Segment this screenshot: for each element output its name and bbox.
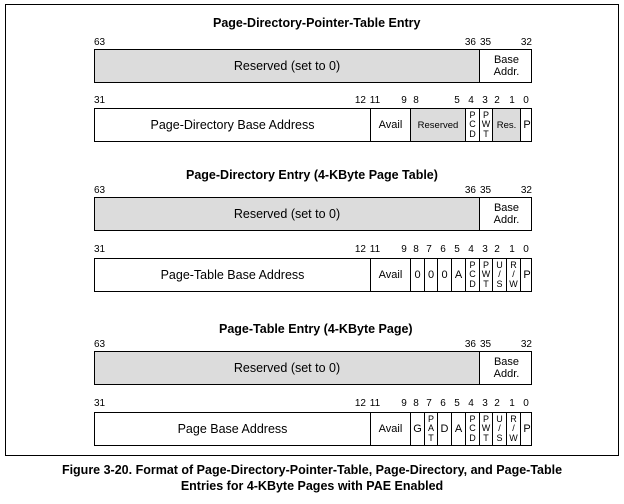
bit-number: 5	[454, 244, 460, 255]
field-r-w	[506, 413, 520, 445]
bit-number: 31	[94, 398, 106, 409]
field-label	[509, 415, 518, 444]
field-label: Page-Table Base Address	[160, 267, 305, 282]
bit-number: 63	[94, 339, 106, 350]
bit-number: 63	[94, 37, 106, 48]
field-label: 0	[427, 268, 435, 281]
field-label-char: W	[509, 278, 518, 289]
field-label-char: D	[469, 128, 476, 139]
field-label-char: /	[498, 269, 501, 280]
bit-number: 12	[354, 95, 366, 106]
field-label: Res.	[496, 119, 517, 131]
bit-number: 2	[494, 95, 500, 106]
bit-number: 1	[509, 244, 515, 255]
field-label-char: T	[428, 432, 434, 443]
field-d	[437, 413, 451, 445]
bit-number: 12	[354, 244, 366, 255]
section-title: Page-Table Entry (4-KByte Page)	[219, 322, 413, 336]
bit-number: 5	[454, 398, 460, 409]
field-avail	[370, 109, 410, 141]
field-p-c-d	[465, 259, 479, 291]
field-label	[494, 356, 520, 380]
bit-number: 36	[464, 339, 476, 350]
bit-number: 3	[482, 244, 488, 255]
field-label-char: T	[483, 278, 489, 289]
field-label	[469, 415, 476, 444]
field-reserved	[410, 109, 465, 141]
field-label-char: P	[469, 413, 476, 424]
field-label-line: Base	[493, 54, 520, 66]
bit-number: 32	[520, 339, 532, 350]
field-label: Avail	[378, 118, 403, 131]
field-0	[424, 259, 437, 291]
bit-number: 0	[523, 95, 529, 106]
field-label-char: U	[496, 259, 503, 270]
bit-number: 2	[494, 244, 500, 255]
field-p-w-t	[479, 109, 492, 141]
bit-number: 35	[480, 37, 492, 48]
field-avail	[370, 259, 410, 291]
bit-number: 36	[464, 37, 476, 48]
field-label-char: D	[469, 278, 476, 289]
field-label-char: C	[469, 119, 476, 130]
field-label-char: W	[481, 269, 491, 280]
entry-lower-dword	[94, 412, 532, 446]
field-p-a-t	[424, 413, 437, 445]
field-res	[492, 109, 520, 141]
bit-number: 5	[454, 95, 460, 106]
field-label: Reserved (set to 0)	[233, 206, 341, 221]
bit-number: 0	[523, 398, 529, 409]
field-label-char: W	[481, 423, 491, 434]
field-label: A	[454, 422, 463, 435]
field-label: Avail	[378, 422, 403, 435]
bit-number: 31	[94, 244, 106, 255]
bit-number: 36	[464, 185, 476, 196]
field-p-c-d	[465, 109, 479, 141]
field-label-char: /	[498, 423, 501, 434]
entry-upper-dword	[94, 197, 532, 231]
bit-number: 4	[468, 398, 474, 409]
field-label: A	[454, 268, 463, 281]
field-label-line: Addr.	[493, 368, 520, 380]
field-label-char: D	[469, 432, 476, 443]
bit-number: 11	[369, 244, 381, 255]
field-label-char: P	[469, 259, 476, 270]
field-g	[410, 413, 424, 445]
field-label-char: P	[427, 413, 434, 424]
field-label-line: Addr.	[493, 214, 520, 226]
bit-number: 6	[440, 244, 446, 255]
field-base-addr	[479, 198, 533, 230]
field-reserved-set-to-0	[95, 352, 479, 384]
field-label-line: Base	[493, 202, 520, 214]
bit-number: 3	[482, 398, 488, 409]
field-a	[451, 259, 465, 291]
field-label: Page-Directory Base Address	[150, 117, 315, 132]
field-label-char: S	[496, 278, 503, 289]
field-label-char: C	[469, 423, 476, 434]
field-label	[428, 415, 434, 444]
field-label: Page Base Address	[177, 421, 288, 436]
bit-number: 7	[426, 398, 432, 409]
bit-number: 8	[413, 95, 419, 106]
entry-lower-dword	[94, 108, 532, 142]
bit-number: 9	[401, 398, 407, 409]
bit-number: 31	[94, 95, 106, 106]
bit-number: 11	[369, 398, 381, 409]
bit-number: 3	[482, 95, 488, 106]
field-label	[494, 54, 520, 78]
field-label-char: P	[482, 413, 489, 424]
bit-number: 35	[480, 185, 492, 196]
field-label-line: Base	[493, 356, 520, 368]
bit-number: 7	[426, 244, 432, 255]
bit-number: 1	[509, 398, 515, 409]
field-label: Reserved (set to 0)	[233, 58, 341, 73]
field-p-w-t	[479, 259, 492, 291]
field-p	[520, 259, 533, 291]
field-u-s	[492, 259, 506, 291]
entry-lower-dword	[94, 258, 532, 292]
bit-number: 0	[523, 244, 529, 255]
field-label: Reserved	[417, 119, 459, 131]
bit-number: 11	[369, 95, 381, 106]
field-p-c-d	[465, 413, 479, 445]
field-label: Reserved (set to 0)	[233, 360, 341, 375]
bit-number: 1	[509, 95, 515, 106]
field-label: G	[413, 422, 422, 435]
field-p	[520, 109, 533, 141]
caption-line-2: Entries for 4-KByte Pages with PAE Enabled	[180, 479, 444, 493]
field-label-char: W	[481, 119, 491, 130]
field-label	[496, 261, 503, 290]
field-label-char: R	[510, 413, 517, 424]
bit-number: 12	[354, 398, 366, 409]
field-label: P	[523, 118, 531, 131]
field-p	[520, 413, 533, 445]
bit-number: 35	[480, 339, 492, 350]
field-label-char: S	[496, 432, 503, 443]
field-label-char: W	[509, 432, 518, 443]
field-r-w	[506, 259, 520, 291]
field-label	[482, 415, 491, 444]
field-label-line: Addr.	[493, 66, 520, 78]
field-label-char: /	[512, 423, 515, 434]
field-label: D	[440, 422, 449, 435]
field-label	[494, 202, 520, 226]
field-label-char: C	[469, 269, 476, 280]
field-a	[451, 413, 465, 445]
field-label: 0	[441, 268, 448, 281]
bit-number: 6	[440, 398, 446, 409]
entry-upper-dword	[94, 49, 532, 83]
field-p-w-t	[479, 413, 492, 445]
caption-line-1: Figure 3-20. Format of Page-Directory-Pointer-Table, Page-Directory, and Page-Table	[61, 463, 563, 477]
bit-number: 9	[401, 244, 407, 255]
field-label-char: U	[496, 413, 503, 424]
field-base-addr	[479, 50, 533, 82]
field-label: P	[523, 268, 531, 281]
field-label	[482, 111, 491, 140]
field-label	[469, 111, 476, 140]
section-title: Page-Directory-Pointer-Table Entry	[213, 16, 421, 30]
field-page-directory-base-address	[95, 109, 370, 141]
field-label	[469, 261, 476, 290]
field-page-table-base-address	[95, 259, 370, 291]
field-label	[482, 261, 491, 290]
bit-number: 4	[468, 244, 474, 255]
field-u-s	[492, 413, 506, 445]
entry-upper-dword	[94, 351, 532, 385]
field-label-char: P	[482, 259, 489, 270]
field-label	[509, 261, 518, 290]
field-label: Avail	[378, 268, 403, 281]
field-0	[410, 259, 424, 291]
bit-number: 9	[401, 95, 407, 106]
field-label-char: T	[483, 432, 489, 443]
field-label: P	[523, 422, 531, 435]
field-reserved-set-to-0	[95, 50, 479, 82]
field-label-char: A	[427, 423, 434, 434]
field-base-addr	[479, 352, 533, 384]
field-label-char: T	[483, 128, 489, 139]
bit-number: 2	[494, 398, 500, 409]
field-0	[437, 259, 451, 291]
field-page-base-address	[95, 413, 370, 445]
figure-caption	[0, 462, 624, 494]
field-avail	[370, 413, 410, 445]
field-label-char: P	[469, 109, 476, 120]
bit-number: 63	[94, 185, 106, 196]
field-label	[496, 415, 503, 444]
field-label: 0	[414, 268, 421, 281]
field-label-char: /	[512, 269, 515, 280]
field-label-char: R	[510, 259, 517, 270]
field-label-char: P	[482, 109, 489, 120]
field-reserved-set-to-0	[95, 198, 479, 230]
bit-number: 8	[413, 244, 419, 255]
bit-number: 4	[468, 95, 474, 106]
bit-number: 32	[520, 185, 532, 196]
section-title: Page-Directory Entry (4-KByte Page Table)	[186, 168, 438, 182]
bit-number: 32	[520, 37, 532, 48]
bit-number: 8	[413, 398, 419, 409]
